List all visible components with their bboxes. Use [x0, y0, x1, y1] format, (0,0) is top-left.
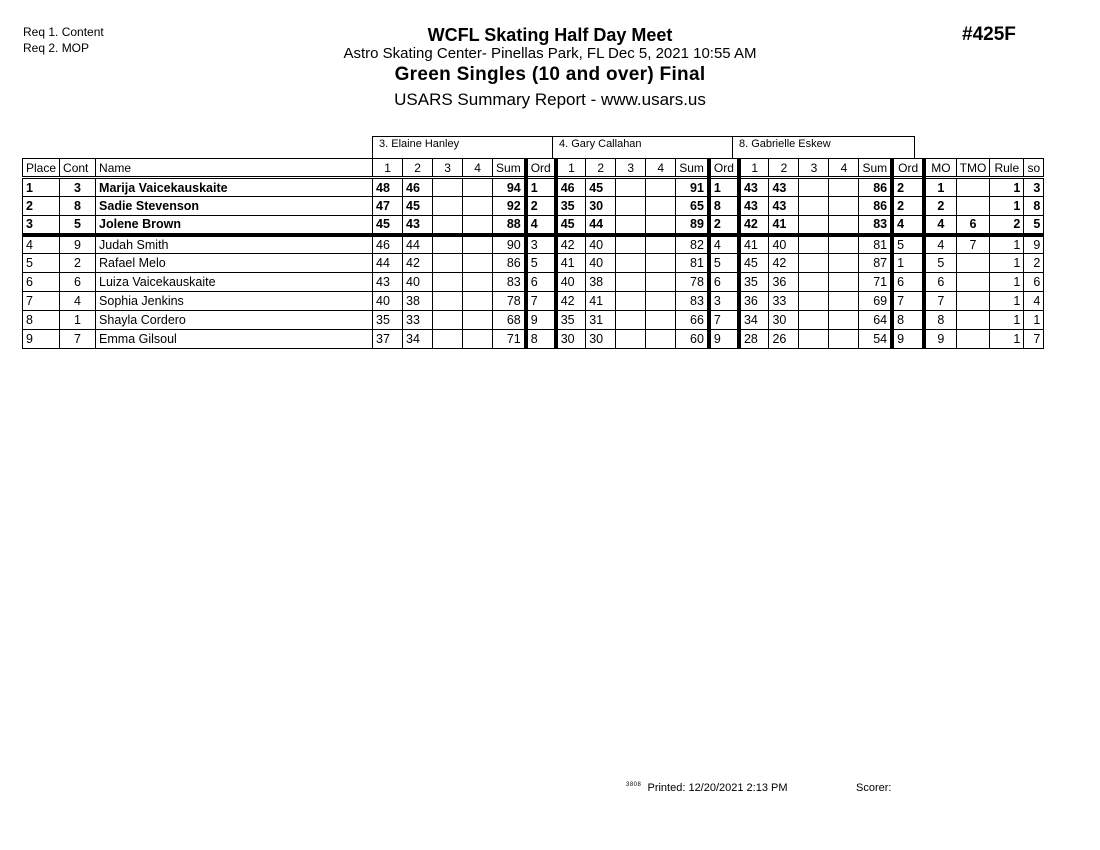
judge-3-score-sum-cell: 86	[859, 197, 892, 216]
judge-2-score-2-cell: 40	[586, 254, 616, 273]
judge-2-score-3-cell	[616, 235, 646, 254]
tmo-cell	[956, 273, 990, 292]
judge-2-score-2-cell: 44	[586, 216, 616, 235]
judge-1-score-sum-cell: 88	[493, 216, 526, 235]
judge-3-score-sum-cell: 54	[859, 330, 892, 349]
skater-name-cell: Emma Gilsoul	[96, 330, 373, 349]
judge-3-ordinal-cell: 6	[892, 273, 924, 292]
judge-2-score-1-cell: 35	[556, 311, 586, 330]
judge-1-score-sum-cell: 78	[493, 292, 526, 311]
judge-1-score-4-cell	[463, 216, 493, 235]
skater-name-cell: Judah Smith	[96, 235, 373, 254]
judge-3-ordinal-cell: 2	[892, 178, 924, 197]
judge-3-score-1-cell: 45	[739, 254, 769, 273]
so-cell: 1	[1024, 311, 1044, 330]
requirement-1: Req 1. Content	[23, 25, 104, 39]
col-j3-2: 2	[769, 159, 799, 178]
judge-3-score-1-cell: 43	[739, 178, 769, 197]
judge-3-ordinal-cell: 9	[892, 330, 924, 349]
judge-2-score-1-cell: 30	[556, 330, 586, 349]
judge-3-score-3-cell	[799, 178, 829, 197]
judge-3-ordinal-cell: 2	[892, 197, 924, 216]
judge-1-score-sum-cell: 86	[493, 254, 526, 273]
judge-3-score-4-cell	[829, 330, 859, 349]
mo-cell: 9	[924, 330, 956, 349]
judge-3-ordinal-cell: 5	[892, 235, 924, 254]
judge-3-score-4-cell	[829, 292, 859, 311]
judge-1-score-3-cell	[433, 292, 463, 311]
judge-1-score-4-cell	[463, 178, 493, 197]
judge-1-score-2-cell: 38	[403, 292, 433, 311]
judge-1-score-3-cell	[433, 216, 463, 235]
judge-3-score-2-cell: 36	[769, 273, 799, 292]
judge-1-score-sum-cell: 94	[493, 178, 526, 197]
judge-2-score-4-cell	[646, 273, 676, 292]
skater-name-cell: Sadie Stevenson	[96, 197, 373, 216]
judge-2-score-4-cell	[646, 178, 676, 197]
judge-1-score-1-cell: 40	[373, 292, 403, 311]
judge-3-score-3-cell	[799, 254, 829, 273]
rule-cell: 1	[990, 330, 1024, 349]
judge-3-ordinal-cell: 8	[892, 311, 924, 330]
col-tmo: TMO	[956, 159, 990, 178]
judge-3-score-2-cell: 26	[769, 330, 799, 349]
judge-3-score-sum-cell: 83	[859, 216, 892, 235]
tmo-cell	[956, 178, 990, 197]
col-j2-1: 1	[556, 159, 586, 178]
col-j1-3: 3	[433, 159, 463, 178]
judge-2-score-1-cell: 42	[556, 292, 586, 311]
judge-3-score-4-cell	[829, 197, 859, 216]
rule-cell: 1	[990, 235, 1024, 254]
skater-name-cell: Luiza Vaicekauskaite	[96, 273, 373, 292]
col-j1-ord: Ord	[526, 159, 556, 178]
judge-3-score-3-cell	[799, 273, 829, 292]
col-j2-4: 4	[646, 159, 676, 178]
table-row	[23, 330, 1044, 349]
judge-3-score-3-cell	[799, 292, 829, 311]
judge-2-score-1-cell: 42	[556, 235, 586, 254]
judge-2-score-2-cell: 38	[586, 273, 616, 292]
judge-1-score-3-cell	[433, 311, 463, 330]
judge-1-ordinal-cell: 7	[526, 292, 556, 311]
rule-cell: 1	[990, 197, 1024, 216]
judge-3-score-sum-cell: 87	[859, 254, 892, 273]
judge-3-score-1-cell: 34	[739, 311, 769, 330]
judge-2-score-2-cell: 45	[586, 178, 616, 197]
judge-1-score-sum-cell: 92	[493, 197, 526, 216]
judge-1-score-4-cell	[463, 292, 493, 311]
col-place: Place	[23, 159, 60, 178]
judge-2-score-sum-cell: 89	[676, 216, 709, 235]
place-cell: 5	[23, 254, 60, 273]
printed-info	[626, 782, 788, 794]
judge-1-score-4-cell	[463, 235, 493, 254]
table-row	[23, 216, 1044, 235]
place-cell: 2	[23, 197, 60, 216]
table-row	[23, 254, 1044, 273]
col-j1-4: 4	[463, 159, 493, 178]
judge-2-score-4-cell	[646, 197, 676, 216]
judge-1-score-3-cell	[433, 235, 463, 254]
tmo-cell	[956, 254, 990, 273]
judge-3-score-4-cell	[829, 235, 859, 254]
judge-1-score-2-cell: 40	[403, 273, 433, 292]
judge-3-score-4-cell	[829, 254, 859, 273]
judge-3-score-2-cell: 33	[769, 292, 799, 311]
judge-1-ordinal-cell: 2	[526, 197, 556, 216]
table-row	[23, 273, 1044, 292]
judge-3-score-1-cell: 36	[739, 292, 769, 311]
scorer-label: Scorer:	[856, 782, 892, 794]
col-j3-4: 4	[829, 159, 859, 178]
judge-1-score-3-cell	[433, 178, 463, 197]
judge-2-score-1-cell: 35	[556, 197, 586, 216]
judge-2-score-3-cell	[616, 292, 646, 311]
tmo-cell: 6	[956, 216, 990, 235]
judge-3-score-1-cell: 28	[739, 330, 769, 349]
col-mo: MO	[924, 159, 956, 178]
judge-2-score-sum-cell: 91	[676, 178, 709, 197]
so-cell: 4	[1024, 292, 1044, 311]
rule-cell: 1	[990, 273, 1024, 292]
judge-3-score-3-cell	[799, 197, 829, 216]
event-title: Green Singles (10 and over) Final	[394, 64, 706, 85]
col-j3-3: 3	[799, 159, 829, 178]
judge-1-score-4-cell	[463, 311, 493, 330]
judge-3-score-1-cell: 43	[739, 197, 769, 216]
judge-2-ordinal-cell: 5	[709, 254, 739, 273]
contestant-number-cell: 7	[60, 330, 96, 349]
col-j2-3: 3	[616, 159, 646, 178]
so-cell: 8	[1024, 197, 1044, 216]
judge-3-score-sum-cell: 69	[859, 292, 892, 311]
judge-1-score-2-cell: 46	[403, 178, 433, 197]
tmo-cell	[956, 292, 990, 311]
print-stamp: 3808	[626, 782, 642, 788]
judge-1-score-sum-cell: 68	[493, 311, 526, 330]
judge-1-score-3-cell	[433, 273, 463, 292]
mo-cell: 2	[924, 197, 956, 216]
place-cell: 3	[23, 216, 60, 235]
mo-cell: 4	[924, 216, 956, 235]
judge-2-score-sum-cell: 82	[676, 235, 709, 254]
judge-2-score-2-cell: 41	[586, 292, 616, 311]
mo-cell: 8	[924, 311, 956, 330]
so-cell: 3	[1024, 178, 1044, 197]
rule-cell: 1	[990, 178, 1024, 197]
judge-2-score-2-cell: 40	[586, 235, 616, 254]
col-j3-ord: Ord	[892, 159, 924, 178]
mo-cell: 4	[924, 235, 956, 254]
judge-header-3: 8. Gabrielle Eskew	[732, 136, 915, 158]
judge-1-score-3-cell	[433, 254, 463, 273]
judge-2-score-4-cell	[646, 311, 676, 330]
judge-2-score-3-cell	[616, 216, 646, 235]
table-row	[23, 235, 1044, 254]
place-cell: 9	[23, 330, 60, 349]
column-header-row	[23, 159, 1044, 178]
judge-1-ordinal-cell: 6	[526, 273, 556, 292]
judge-1-score-2-cell: 34	[403, 330, 433, 349]
col-j3-1: 1	[739, 159, 769, 178]
rule-cell: 1	[990, 311, 1024, 330]
contestant-number-cell: 8	[60, 197, 96, 216]
judge-2-score-4-cell	[646, 216, 676, 235]
judge-2-score-3-cell	[616, 178, 646, 197]
judge-1-score-sum-cell: 90	[493, 235, 526, 254]
judge-1-score-2-cell: 43	[403, 216, 433, 235]
meet-title: WCFL Skating Half Day Meet	[427, 25, 673, 45]
judge-3-score-sum-cell: 64	[859, 311, 892, 330]
contestant-number-cell: 6	[60, 273, 96, 292]
mo-cell: 7	[924, 292, 956, 311]
printed-timestamp: Printed: 12/20/2021 2:13 PM	[647, 782, 788, 794]
judge-1-score-4-cell	[463, 197, 493, 216]
table-row	[23, 197, 1044, 216]
judge-3-score-1-cell: 35	[739, 273, 769, 292]
judge-2-score-sum-cell: 78	[676, 273, 709, 292]
judge-1-score-3-cell	[433, 330, 463, 349]
judge-1-ordinal-cell: 1	[526, 178, 556, 197]
judge-2-ordinal-cell: 8	[709, 197, 739, 216]
judge-1-score-1-cell: 47	[373, 197, 403, 216]
judge-2-ordinal-cell: 7	[709, 311, 739, 330]
judge-2-score-2-cell: 30	[586, 197, 616, 216]
judge-2-score-sum-cell: 65	[676, 197, 709, 216]
judge-2-score-3-cell	[616, 273, 646, 292]
judge-2-score-2-cell: 31	[586, 311, 616, 330]
judge-1-score-4-cell	[463, 273, 493, 292]
contestant-number-cell: 9	[60, 235, 96, 254]
col-cont: Cont	[60, 159, 96, 178]
judge-1-score-1-cell: 44	[373, 254, 403, 273]
judge-1-score-1-cell: 35	[373, 311, 403, 330]
col-rule: Rule	[990, 159, 1024, 178]
judge-3-score-4-cell	[829, 273, 859, 292]
skater-name-cell: Shayla Cordero	[96, 311, 373, 330]
judge-1-score-4-cell	[463, 330, 493, 349]
judge-3-score-2-cell: 41	[769, 216, 799, 235]
judge-2-score-3-cell	[616, 254, 646, 273]
so-cell: 9	[1024, 235, 1044, 254]
judge-3-ordinal-cell: 7	[892, 292, 924, 311]
judge-2-ordinal-cell: 9	[709, 330, 739, 349]
requirement-2: Req 2. MOP	[23, 41, 90, 55]
col-j1-1: 1	[373, 159, 403, 178]
judge-3-score-2-cell: 30	[769, 311, 799, 330]
judge-1-ordinal-cell: 3	[526, 235, 556, 254]
rule-cell: 2	[990, 216, 1024, 235]
judge-1-ordinal-cell: 9	[526, 311, 556, 330]
judge-3-score-4-cell	[829, 216, 859, 235]
mo-cell: 6	[924, 273, 956, 292]
judge-1-score-1-cell: 43	[373, 273, 403, 292]
judge-2-score-2-cell: 30	[586, 330, 616, 349]
judge-3-score-3-cell	[799, 235, 829, 254]
judge-1-ordinal-cell: 8	[526, 330, 556, 349]
so-cell: 6	[1024, 273, 1044, 292]
col-name: Name	[96, 159, 373, 178]
tmo-cell	[956, 311, 990, 330]
judge-1-score-2-cell: 44	[403, 235, 433, 254]
judge-1-ordinal-cell: 4	[526, 216, 556, 235]
judge-3-score-sum-cell: 81	[859, 235, 892, 254]
judge-2-score-sum-cell: 83	[676, 292, 709, 311]
judge-1-score-sum-cell: 71	[493, 330, 526, 349]
judge-1-score-2-cell: 45	[403, 197, 433, 216]
judge-2-score-1-cell: 41	[556, 254, 586, 273]
judge-2-score-3-cell	[616, 330, 646, 349]
col-so: so	[1024, 159, 1044, 178]
judge-1-score-sum-cell: 83	[493, 273, 526, 292]
judge-1-score-4-cell	[463, 254, 493, 273]
judge-3-score-2-cell: 43	[769, 197, 799, 216]
skater-name-cell: Jolene Brown	[96, 216, 373, 235]
judge-2-score-4-cell	[646, 254, 676, 273]
table-row	[23, 292, 1044, 311]
judge-2-score-sum-cell: 60	[676, 330, 709, 349]
judge-2-score-1-cell: 45	[556, 216, 586, 235]
col-j2-sum: Sum	[676, 159, 709, 178]
judge-3-score-sum-cell: 71	[859, 273, 892, 292]
judge-2-score-4-cell	[646, 330, 676, 349]
judge-3-score-2-cell: 43	[769, 178, 799, 197]
judge-2-score-1-cell: 46	[556, 178, 586, 197]
judge-3-score-2-cell: 40	[769, 235, 799, 254]
judge-3-score-4-cell	[829, 311, 859, 330]
judge-2-ordinal-cell: 1	[709, 178, 739, 197]
judge-header-1: 3. Elaine Hanley	[372, 136, 553, 158]
rule-cell: 1	[990, 254, 1024, 273]
judge-3-score-1-cell: 42	[739, 216, 769, 235]
so-cell: 7	[1024, 330, 1044, 349]
rule-cell: 1	[990, 292, 1024, 311]
judge-3-score-sum-cell: 86	[859, 178, 892, 197]
judge-2-score-4-cell	[646, 292, 676, 311]
venue-date-line: Astro Skating Center- Pinellas Park, FL Dec 5, 2021 10:55 AM	[343, 45, 757, 62]
judge-1-score-1-cell: 48	[373, 178, 403, 197]
judge-2-ordinal-cell: 4	[709, 235, 739, 254]
judge-1-score-1-cell: 46	[373, 235, 403, 254]
event-number: #425F	[962, 24, 1016, 45]
summary-table	[22, 158, 1044, 349]
judge-1-score-1-cell: 45	[373, 216, 403, 235]
judge-1-score-2-cell: 33	[403, 311, 433, 330]
judge-header-2: 4. Gary Callahan	[552, 136, 733, 158]
judge-3-ordinal-cell: 4	[892, 216, 924, 235]
judge-3-score-2-cell: 42	[769, 254, 799, 273]
skater-name-cell: Sophia Jenkins	[96, 292, 373, 311]
judge-2-score-sum-cell: 66	[676, 311, 709, 330]
judge-1-score-2-cell: 42	[403, 254, 433, 273]
contestant-number-cell: 2	[60, 254, 96, 273]
judge-2-score-1-cell: 40	[556, 273, 586, 292]
judge-1-ordinal-cell: 5	[526, 254, 556, 273]
contestant-number-cell: 1	[60, 311, 96, 330]
table-row	[23, 311, 1044, 330]
mo-cell: 1	[924, 178, 956, 197]
judge-2-ordinal-cell: 2	[709, 216, 739, 235]
place-cell: 7	[23, 292, 60, 311]
contestant-number-cell: 4	[60, 292, 96, 311]
tmo-cell: 7	[956, 235, 990, 254]
col-j1-2: 2	[403, 159, 433, 178]
tmo-cell	[956, 197, 990, 216]
tmo-cell	[956, 330, 990, 349]
skater-name-cell: Marija Vaicekauskaite	[96, 178, 373, 197]
judge-3-score-4-cell	[829, 178, 859, 197]
judge-3-score-3-cell	[799, 216, 829, 235]
skater-name-cell: Rafael Melo	[96, 254, 373, 273]
col-j3-sum: Sum	[859, 159, 892, 178]
place-cell: 6	[23, 273, 60, 292]
judge-2-ordinal-cell: 3	[709, 292, 739, 311]
contestant-number-cell: 5	[60, 216, 96, 235]
judge-3-score-3-cell	[799, 330, 829, 349]
place-cell: 4	[23, 235, 60, 254]
col-j1-sum: Sum	[493, 159, 526, 178]
report-title: USARS Summary Report - www.usars.us	[394, 90, 706, 109]
so-cell: 5	[1024, 216, 1044, 235]
table-row	[23, 178, 1044, 197]
col-j2-2: 2	[586, 159, 616, 178]
place-cell: 8	[23, 311, 60, 330]
judge-3-score-3-cell	[799, 311, 829, 330]
contestant-number-cell: 3	[60, 178, 96, 197]
judge-1-score-1-cell: 37	[373, 330, 403, 349]
so-cell: 2	[1024, 254, 1044, 273]
judge-2-score-4-cell	[646, 235, 676, 254]
mo-cell: 5	[924, 254, 956, 273]
col-j2-ord: Ord	[709, 159, 739, 178]
judge-1-score-3-cell	[433, 197, 463, 216]
place-cell: 1	[23, 178, 60, 197]
judge-2-score-3-cell	[616, 197, 646, 216]
judge-3-ordinal-cell: 1	[892, 254, 924, 273]
judge-2-ordinal-cell: 6	[709, 273, 739, 292]
judge-2-score-3-cell	[616, 311, 646, 330]
judge-2-score-sum-cell: 81	[676, 254, 709, 273]
judge-3-score-1-cell: 41	[739, 235, 769, 254]
